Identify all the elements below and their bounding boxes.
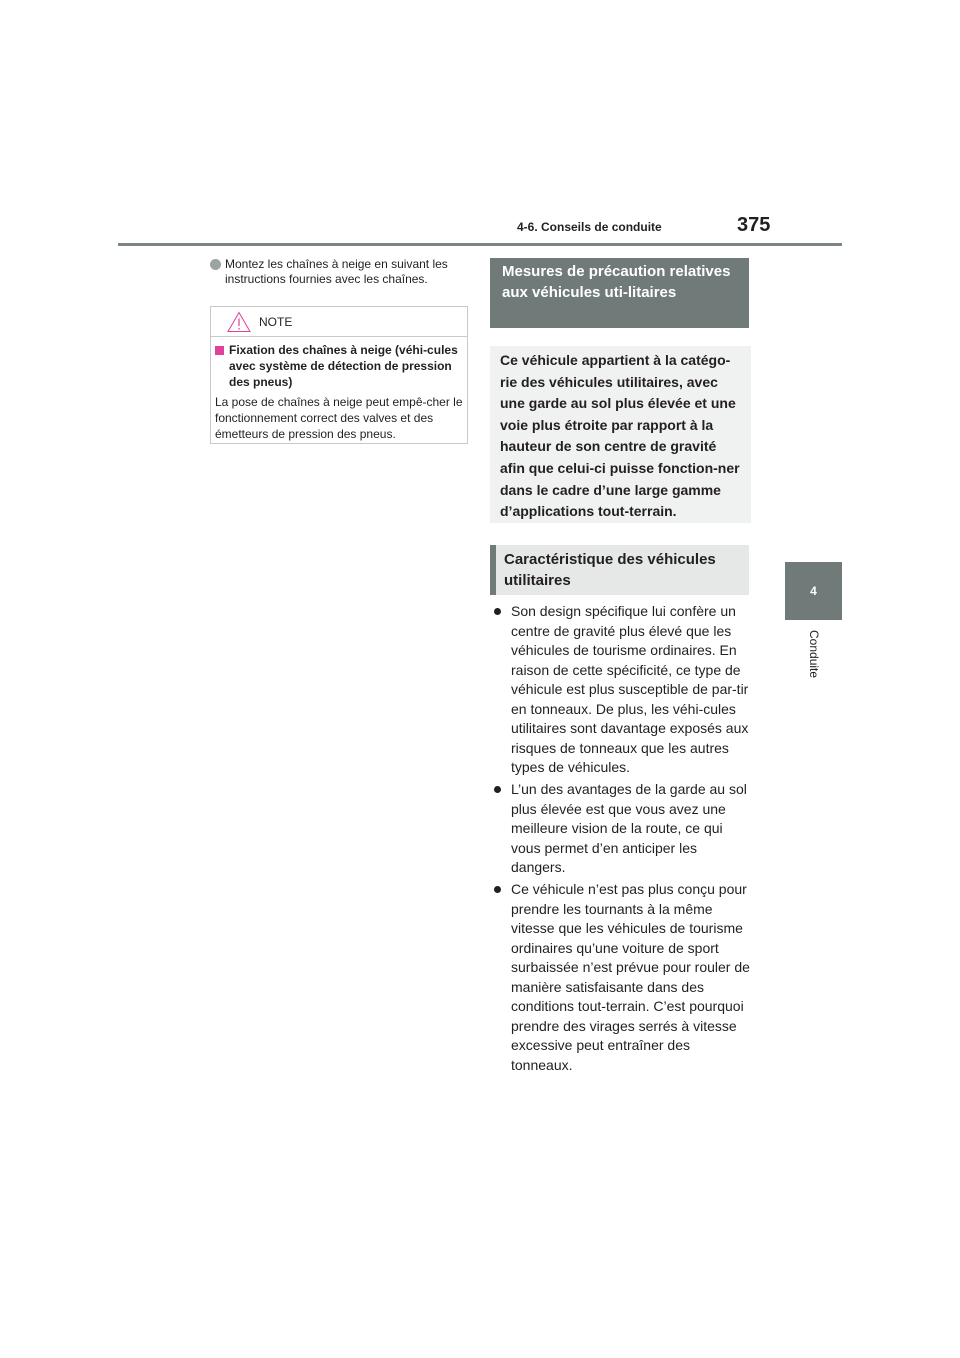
bullet-dot-icon	[210, 259, 221, 270]
heading-characteristics: Caractéristique des véhicules utilitaires	[490, 545, 749, 595]
chapter-label: Conduite	[807, 630, 821, 679]
note-body	[211, 337, 467, 442]
section-title: 4-6. Conseils de conduite	[517, 220, 662, 234]
list-item-text: Ce véhicule n’est pas plus conçu pour prendre les tournants à la même vitesse que les véhicules de tourisme ordinaires qu’une voiture de sport surbaissée n’est prévue pour rouler de manière satisfaisante dans des conditions tout-terrain. C’est pourquoi prendre des virages serrés à vitesse excessive peut entraîner des tonneaux.	[511, 881, 750, 1073]
list-item	[490, 780, 750, 878]
list-item	[490, 602, 750, 778]
intro-panel: Ce véhicule appartient à la catégo-rie des véhicules utilitaires, avec une garde au sol plus élevée et une voie plus étroite par rapport à la hauteur de son centre de gravité afin que celui-ci puisse fonction-ner dans le cadre d’une large gamme d’applications tout-terrain.	[490, 346, 751, 523]
warning-triangle-icon	[227, 311, 251, 333]
header-rule	[118, 243, 842, 246]
square-marker-icon	[215, 346, 224, 355]
note-box	[210, 306, 468, 444]
list-item-text: L’un des avantages de la garde au sol plus élevée est que vous avez une meilleure vision de la route, ce qui vous permet d’en anticiper les dangers.	[511, 781, 747, 875]
page-number: 375	[737, 214, 771, 236]
note-header	[211, 307, 467, 337]
list-item	[490, 880, 750, 1075]
bullet-dot-icon	[494, 886, 501, 893]
bullet-dot-icon	[494, 786, 501, 793]
note-label: NOTE	[259, 315, 293, 329]
chapter-tab[interactable]	[785, 562, 842, 620]
intro-bullet	[210, 257, 468, 287]
note-subheading-text: Fixation des chaînes à neige (véhi-cules avec système de détection de pression des pneus)	[229, 343, 458, 389]
note-subheading	[215, 342, 463, 390]
chapter-number: 4	[810, 584, 817, 598]
intro-bullet-text: Montez les chaînes à neige en suivant les instructions fournies avec les chaînes.	[225, 257, 448, 286]
list-item-text: Son design spécifique lui confère un centre de gravité plus élevé que les véhicules de tourisme ordinaires. En raison de cette spécificité, ce type de véhicule est plus susceptible de par-tir en tonneaux. De plus, les véhi-cules utilitaires sont davantage exposés aux risques de tonneaux que les autres types de véhicules.	[511, 603, 749, 775]
bullet-dot-icon	[494, 608, 501, 615]
heading-precautions: Mesures de précaution relatives aux véhicules uti-litaires	[490, 258, 749, 328]
note-text: La pose de chaînes à neige peut empê-cher le fonctionnement correct des valves et des émetteurs de pression des pneus.	[215, 395, 463, 441]
